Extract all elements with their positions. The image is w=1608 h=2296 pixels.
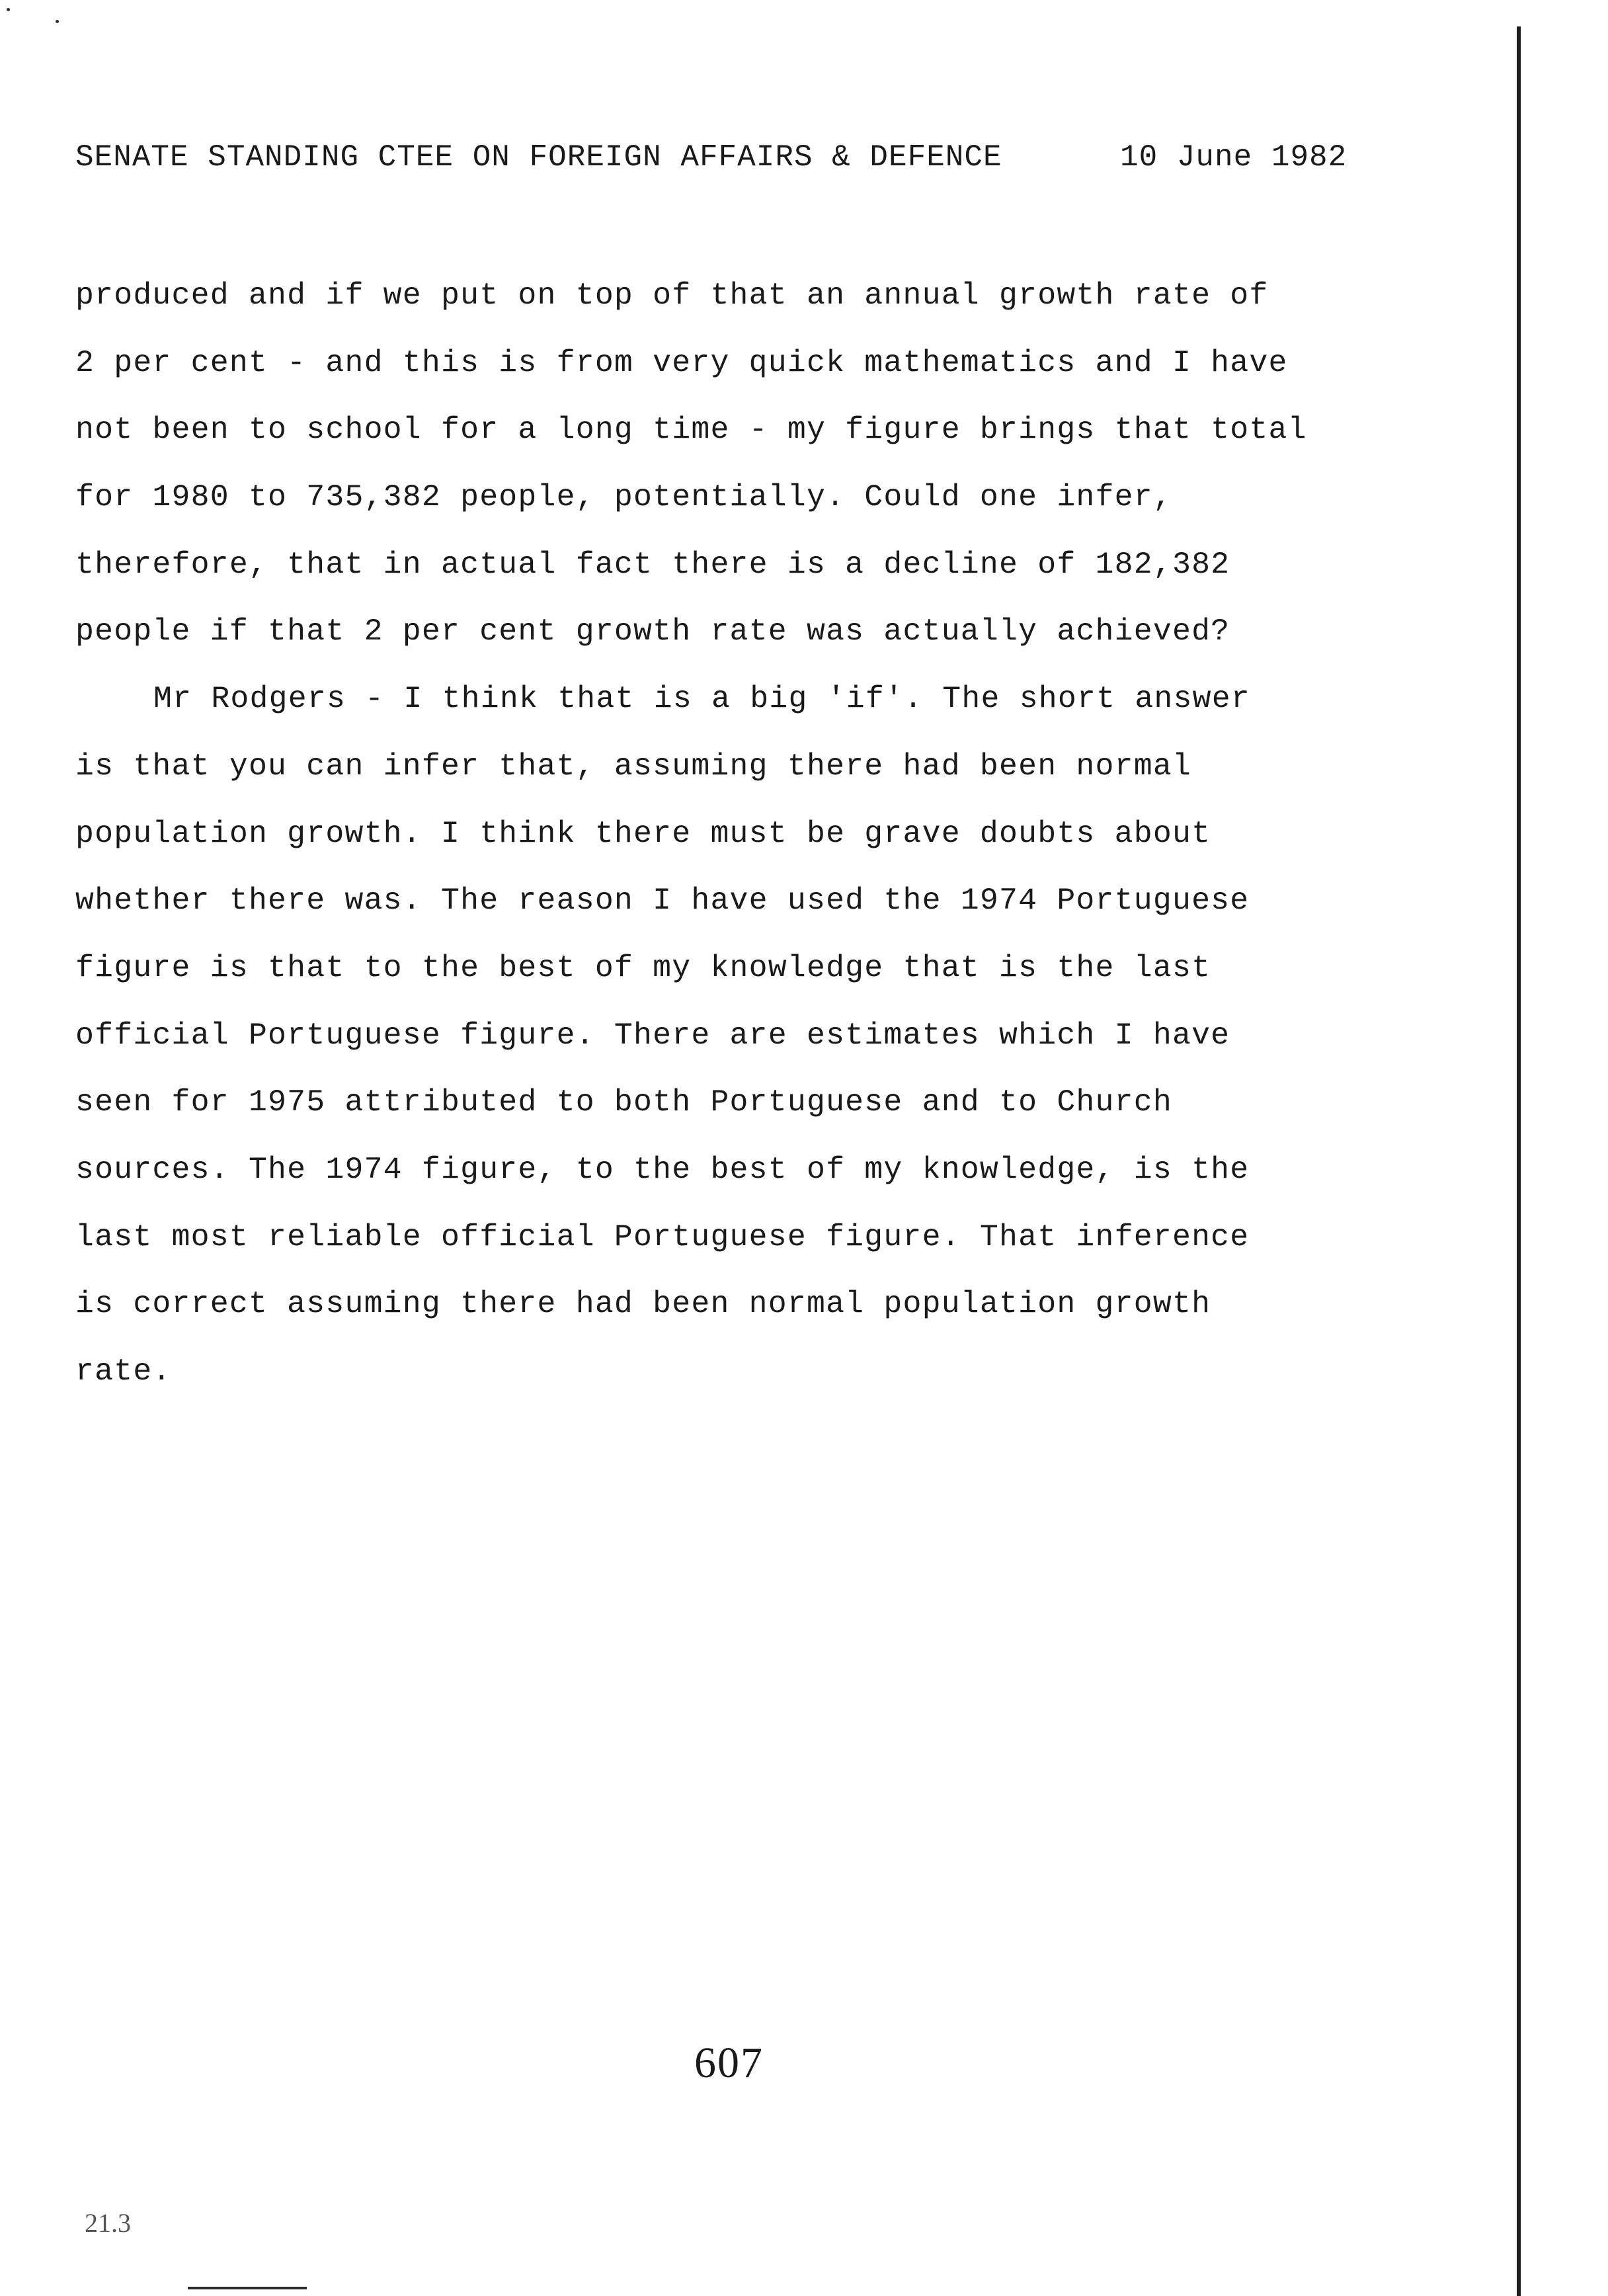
header-title: SENATE STANDING CTEE ON FOREIGN AFFAIRS & DEFENCE: [75, 140, 1002, 175]
footer-mark: 21.3: [85, 2208, 131, 2238]
text-line: rate.: [75, 1354, 172, 1389]
text-line: 2 per cent - and this is from very quick mathematics and I have: [75, 345, 1288, 380]
text-line: seen for 1975 attributed to both Portuguese and to Church: [75, 1085, 1172, 1120]
text-line: sources. The 1974 figure, to the best of my knowledge, is the: [75, 1151, 1250, 1187]
text-line: last most reliable official Portuguese figure. That inference: [75, 1219, 1250, 1254]
header-date: 10 June 1982: [1120, 140, 1347, 175]
text-line: produced and if we put on top of that an annual growth rate of: [75, 278, 1269, 313]
text-line: figure is that to the best of my knowledge that is the last: [75, 950, 1211, 985]
text-line: official Portuguese figure. There are estimates which I have: [75, 1017, 1230, 1053]
text-line: population growth. I think there must be grave doubts about: [75, 815, 1211, 851]
text-line-speaker: Mr Rodgers - I think that is a big 'if'. The short answer: [153, 681, 1250, 717]
scan-bottom-line: [188, 2287, 307, 2289]
page-number: 607: [694, 2039, 764, 2087]
text-line: not been to school for a long time - my figure brings that total: [75, 412, 1307, 448]
text-line: for 1980 to 735,382 people, potentially. Could one infer,: [75, 479, 1172, 515]
transcript-body: [75, 262, 1371, 1405]
text-line: is that you can infer that, assuming there had been normal: [75, 748, 1192, 784]
text-line: people if that 2 per cent growth rate was actually achieved?: [75, 614, 1230, 649]
scan-speck: [7, 8, 10, 11]
text-line: whether there was. The reason I have used the 1974 Portuguese: [75, 883, 1250, 919]
scan-speck: [56, 20, 59, 23]
page-header: [75, 140, 1371, 175]
text-line: is correct assuming there had been normal population growth: [75, 1286, 1211, 1322]
scan-edge-line: [1517, 26, 1521, 2296]
text-line: therefore, that in actual fact there is a decline of 182,382: [75, 546, 1230, 582]
